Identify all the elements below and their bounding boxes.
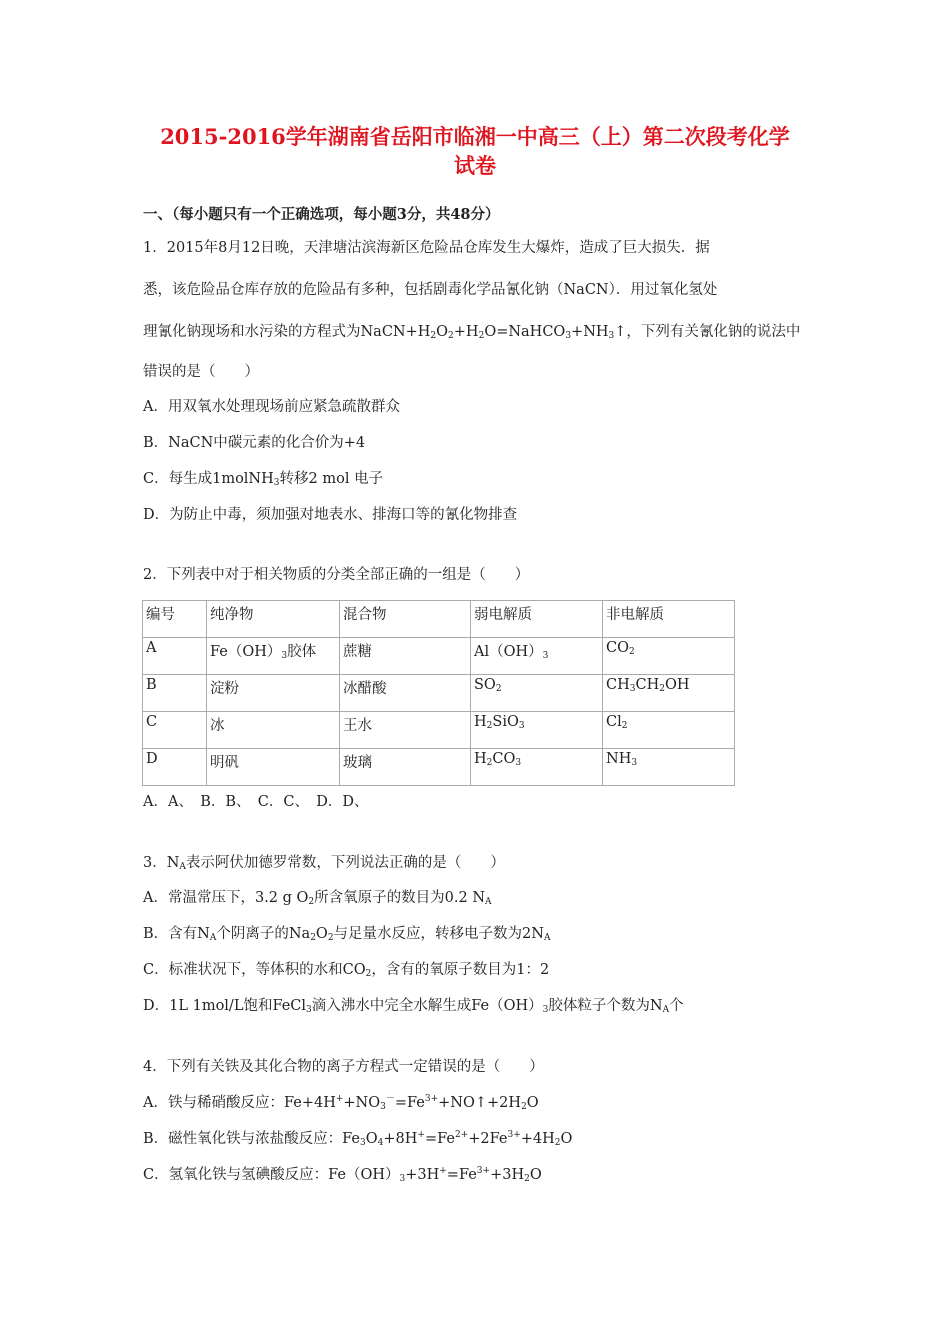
table-header-cell: 弱电解质 — [471, 601, 603, 638]
table-cell: 明矾 — [207, 749, 340, 786]
table-cell: $CH_3CH_2OH$ — [603, 675, 735, 712]
table-header-cell: 混合物 — [340, 601, 471, 638]
table-cell: B — [143, 675, 207, 712]
q3-stem: 3．$N_A$表示阿伏加德罗常数，下列说法正确的是（ ） — [143, 855, 505, 872]
q3-option-c: C．标准状况下，等体积的水和$CO_2$，含有的氧原子数目为1：2 — [143, 962, 550, 979]
q4-option-b: B．磁性氧化铁与浓盐酸反应：$Fe_3O_4+8H^+=Fe^{2+}+2Fe^{3+}+4H_2O$ — [143, 1130, 573, 1148]
table-row — [143, 675, 735, 712]
q1-line-1: 1．2015年8月12日晚，天津塘沽滨海新区危险品仓库发生大爆炸，造成了巨大损失．据 — [143, 240, 710, 256]
table-cell: 玻璃 — [340, 749, 471, 786]
table-cell: $H_2SiO_3$ — [471, 712, 603, 749]
q3-option-a: A．常温常压下，3.2 g $O_2$所含氧原子的数目为0.2 $N_A$ — [143, 890, 492, 907]
page-title — [120, 122, 830, 180]
table-cell: 冰醋酸 — [340, 675, 471, 712]
table-cell: $SO_2$ — [471, 675, 603, 712]
q2-stem: 2．下列表中对于相关物质的分类全部正确的一组是（ ） — [143, 567, 530, 583]
q4-option-a: A．铁与稀硝酸反应：$Fe+4H^++NO_3^-=Fe^{3+}+NO↑+2H_2O$ — [143, 1094, 539, 1112]
q3-option-d: D．1L 1mol/L饱和FeCl$_3$滴入沸水中完全水解生成$Fe(OH)_3$胶体粒子个数为$N_A$个 — [143, 998, 684, 1015]
table-cell: 蔗糖 — [340, 638, 471, 675]
table-cell: $Fe(OH)_3$胶体 — [207, 638, 340, 675]
table-cell: $Al(OH)_3$ — [471, 638, 603, 675]
q1-line-4: 错误的是（ ） — [143, 364, 259, 380]
table-cell: $Cl_2$ — [603, 712, 735, 749]
q3-option-b: B．含有$N_A$个阴离子的$Na_2O_2$与足量水反应，转移电子数为$2N_A$ — [143, 926, 551, 943]
q1-option-a: A．用双氧水处理现场前应紧急疏散群众 — [143, 399, 400, 415]
table-cell: A — [143, 638, 207, 675]
title-line-1: 2015-2016学年湖南省岳阳市临湘一中高三（上）第二次段考化学 — [160, 124, 790, 149]
table-header-cell: 纯净物 — [207, 601, 340, 638]
q1-line-2: 悉，该危险品仓库存放的危险品有多种，包括剧毒化学品氰化钠（NaCN）．用过氧化氢处 — [143, 282, 718, 298]
table-header-cell: 非电解质 — [603, 601, 735, 638]
q1-option-b: B．NaCN中碳元素的化合价为+4 — [143, 435, 366, 451]
table-cell: C — [143, 712, 207, 749]
title-line-2: 试卷 — [454, 153, 496, 178]
table-row — [143, 638, 735, 675]
q2-options: A．A、 B．B、 C．C、 D．D、 — [143, 794, 369, 810]
table-cell: D — [143, 749, 207, 786]
q4-stem: 4．下列有关铁及其化合物的离子方程式一定错误的是（ ） — [143, 1059, 544, 1075]
table-row — [143, 712, 735, 749]
q1-option-c: C．每生成1molNH$_3$转移2 mol 电子 — [143, 471, 384, 488]
table-header-cell: 编号 — [143, 601, 207, 638]
table-cell: $NH_3$ — [603, 749, 735, 786]
section-heading: 一、（每小题只有一个正确选项，每小题3分，共48分） — [143, 206, 500, 223]
q4-option-c: C．氢氧化铁与氢碘酸反应：$Fe(OH)_3+3H^+=Fe^{3+}+3H_2O$ — [143, 1166, 542, 1184]
table-cell: 冰 — [207, 712, 340, 749]
table-cell: $H_2CO_3$ — [471, 749, 603, 786]
q1-option-d: D．为防止中毒，须加强对地表水、排海口等的氰化物排查 — [143, 507, 518, 523]
classification-table — [142, 600, 735, 786]
table-header-row — [143, 601, 735, 638]
q1-line-3: 理氰化钠现场和水污染的方程式为$NaCN+H_2O_2+H_2O=NaHCO_3+NH_3↑$，下列有关氰化钠的说法中 — [143, 324, 801, 341]
table-row — [143, 749, 735, 786]
table-cell: 淀粉 — [207, 675, 340, 712]
table-cell: $CO_2$ — [603, 638, 735, 675]
table-cell: 王水 — [340, 712, 471, 749]
